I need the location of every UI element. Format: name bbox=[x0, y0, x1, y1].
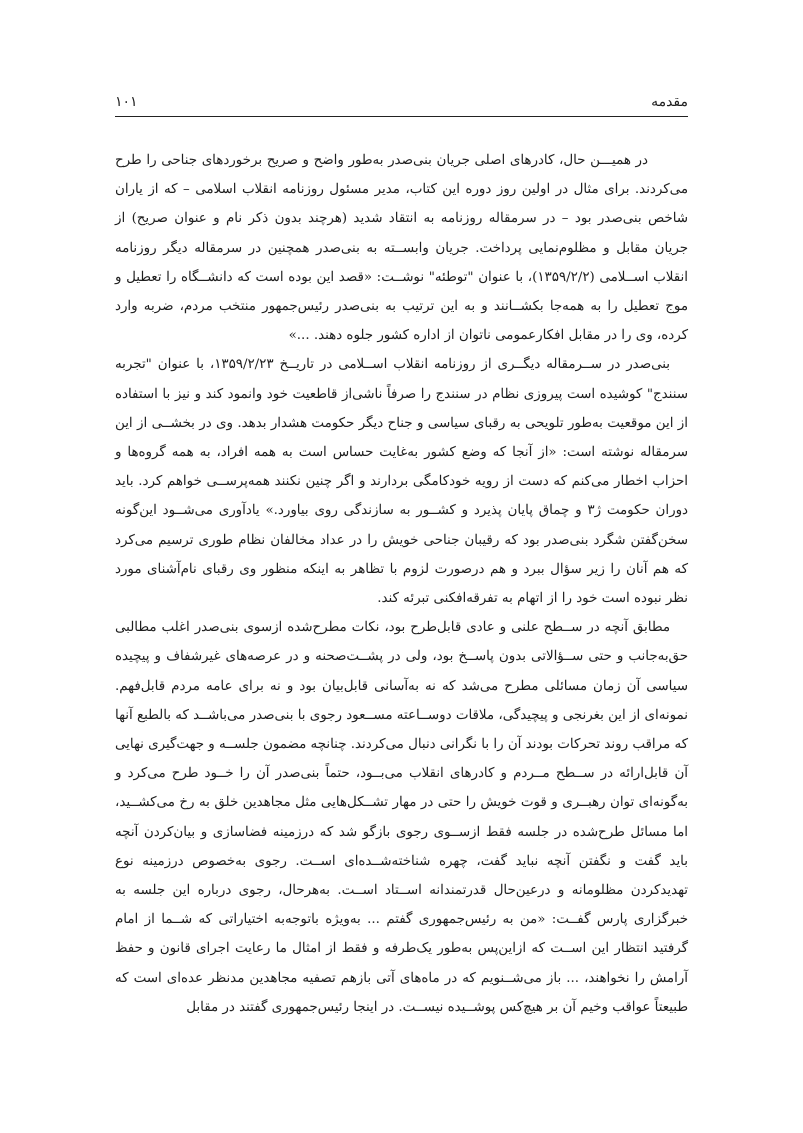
running-header bbox=[115, 88, 688, 110]
section-title: مقدمه bbox=[651, 94, 688, 110]
paragraph-3: مطابق آنچه در ســطح علنی و عادی قابل‌طرح بود، نکات مطرح‌شده ازسوی بنی‌صدر اغلب مطالبی حق‌به‌جانب و حتی ســؤالاتی بدون پاســخ بود، ولی در پشــت‌صحنه و در عرصه‌های غیرشفاف و پیچیده سیاسی آن زمان مسائلی مطرح می‌شد که نه به‌آسانی قابل‌بیان بود و نه برای عامه مردم قابل‌فهم. نمونه‌ای از این بغرنجی و پیچیدگی، ملاقات دوســاعته مســعود رجوی با بنی‌صدر می‌باشــد که بالطبع آنها که مراقب روند تحرکات بودند آن را با نگرانی دنبال می‌کردند. چنانچه مضمون جلســه و جهت‌گیری نهایی آن قابل‌ارائه در ســطح مــردم و کادرهای انقلاب می‌بــود، حتماً بنی‌صدر آن را خــود طرح می‌کرد و به‌گونه‌ای توان رهبــری و قوت خویش را حتی در مهار تشــکل‌هایی مثل مجاهدین خلق به رخ می‌کشــید، اما مسائل طرح‌شده در جلسه فقط ازســوی رجوی بازگو شد که درزمینه فضاسازی و بیان‌کردن آنچه باید گفت و نگفتن آنچه نباید گفت، چهره شناخته‌شــده‌ای اســت. رجوی به‌خصوص درزمینه نوع تهدیدکردن مظلومانه و درعین‌حال قدرتمندانه اســتاد اســت. به‌هرحال، رجوی درباره این جلسه به خبرگزاری پارس گفــت: «من به رئیس‌جمهوری گفتم ... به‌ویژه باتوجه‌به اختیاراتی که شــما از امام گرفتید انتظار این اســت که ازاین‌پس به‌طور یک‌طرفه و فقط از امثال ما رعایت اجرای قانون و حفظ آرامش را نخواهند، ... باز می‌شــنویم که در ماه‌های آتی بازهم تصفیه مجاهدین مدنظر عده‌ای است که طبیعتاً عواقب وخیم آن بر هیچ‌کس پوشــیده نیســت. در اینجا رئیس‌جمهوری گفتند در مقابل bbox=[115, 620, 688, 1015]
paragraph-2: بنی‌صدر در ســرمقاله دیگــری از روزنامه انقلاب اســلامی در تاریــخ ۱۳۵۹/۲/۲۳، با عنوان "تجربه سنندج" کوشیده است پیروزی نظام در سنندج را صرفاً ناشی‌از قاطعیت خود وانمود کند و نیز با استفاده از این موقعیت به‌طور تلویحی به رقبای سیاسی و جناح دیگر حکومت هشدار بدهد. وی در بخشــی از این سرمقاله نوشته است: «از آنجا که وضع کشور به‌غایت حساس است به همه افراد، به همه گروه‌ها و احزاب اخطار می‌کنم که دست از رویه خودکامگی بردارند و اگر چنین نکنند همه‌پرســی خواهم کرد. باید دوران حکومت ژ۳ و چماق پایان پذیرد و کشــور به سازندگی روی بیاورد.» یادآوری می‌شــود این‌گونه سخن‌گفتن شگرد بنی‌صدر بود که رقیبان جناحی خویش را در عداد مخالفان نظام طوری ترسیم می‌کرد که هم آنان را زیر سؤال ببرد و هم درصورت لزوم با تظاهر به اینکه منظور وی رقبای نام‌آشنای مورد نظر نبوده است خود را از اتهام به تفرقه‌افکنی تبرئه کند. bbox=[115, 357, 689, 607]
header-divider bbox=[115, 116, 688, 117]
page-number: ۱۰۱ bbox=[115, 94, 138, 110]
body-text bbox=[115, 146, 688, 1022]
paragraph-1: در همیـــن حال، کادرهای اصلی جریان بنی‌صدر به‌طور واضح و صریح برخوردهای جناحی را طرح می‌کردند. برای مثال در اولین روز دوره این کتاب، مدیر مسئول روزنامه انقلاب اسلامی – که از یاران شاخص بنی‌صدر بود – در سرمقاله روزنامه به انتقاد شدید (هرچند بدون ذکر نام و عنوان صریح) از جریان مقابل و مظلوم‌نمایی پرداخت. جریان وابســته به بنی‌صدر همچنین در سرمقاله دیگر روزنامه انقلاب اســلامی (۱۳۵۹/۲/۲)، با عنوان "توطئه" نوشــت: «قصد این بوده است که دانشــگاه را تعطیل و موج تعطیل را به همه‌جا بکشــانند و به این ترتیب به بنی‌صدر رئیس‌جمهور منتخب مردم، ضربه وارد کرده، وی را در مقابل افکارعمومی ناتوان از اداره کشور جلوه دهند. ...» bbox=[115, 153, 688, 344]
